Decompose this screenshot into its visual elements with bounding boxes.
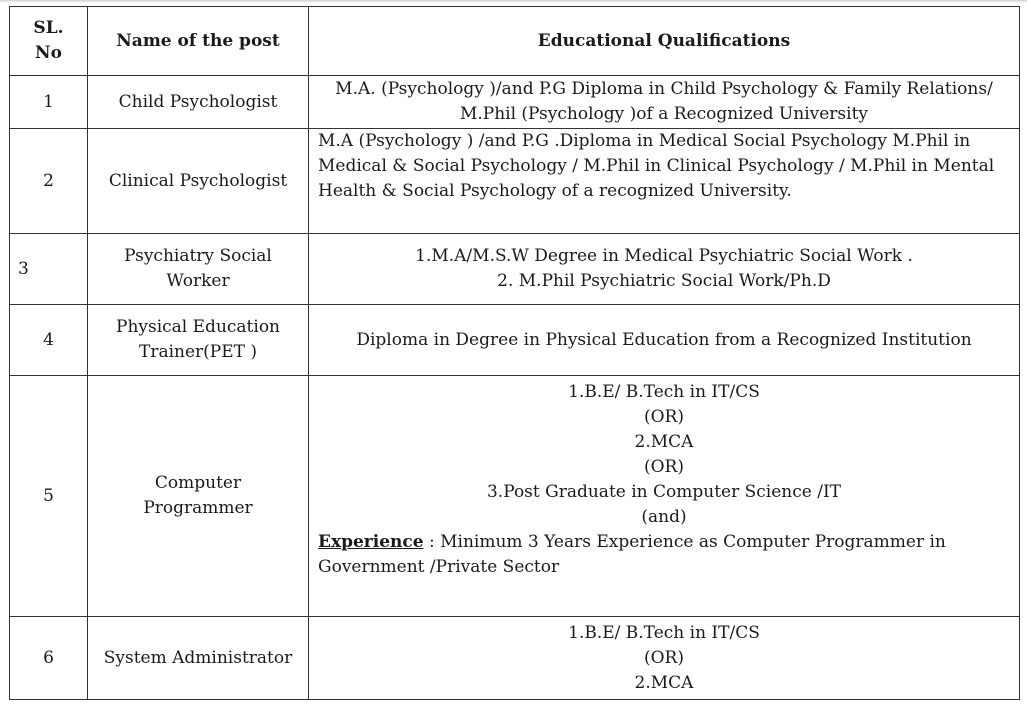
experience-label: Experience bbox=[318, 532, 424, 552]
qualifications-table bbox=[9, 6, 1020, 700]
experience-line: Experience : Minimum 3 Years Experience as Computer Programmer in bbox=[318, 532, 946, 552]
header-qualifications: Educational Qualifications bbox=[309, 7, 1020, 76]
row-qualification: M.A (Psychology ) /and P.G .Diploma in Medical Social Psychology M.Phil in Medical & Social Psychology / M.Phil in Clinical Psychology / M.Phil in Mental Health & Social Psychology of a recognized University. bbox=[309, 129, 1020, 234]
row-sl: 3 bbox=[10, 234, 88, 305]
row-sl: 6 bbox=[10, 617, 88, 700]
row-qualification: 1.B.E/ B.Tech in IT/CS (OR) 2.MCA (OR) 3.Post Graduate in Computer Science /IT (and) Experience : Minimum 3 Years Experience as Computer Programmer in Government /Private Sector bbox=[309, 376, 1020, 617]
row-sl: 5 bbox=[10, 376, 88, 617]
row-qualification: Diploma in Degree in Physical Education from a Recognized Institution bbox=[309, 305, 1020, 376]
row-qualification: 1.M.A/M.S.W Degree in Medical Psychiatric Social Work . 2. M.Phil Psychiatric Social Work/Ph.D bbox=[309, 234, 1020, 305]
row-post-name: Physical Education Trainer(PET ) bbox=[88, 305, 309, 376]
row-qualification: M.A. (Psychology )/and P.G Diploma in Child Psychology & Family Relations/ M.Phil (Psychology )of a Recognized University bbox=[309, 76, 1020, 129]
table-row bbox=[10, 617, 1020, 700]
row-post-name: Psychiatry Social Worker bbox=[88, 234, 309, 305]
table-row bbox=[10, 76, 1020, 129]
header-sl-no: SL. No bbox=[10, 7, 88, 76]
table-row bbox=[10, 376, 1020, 617]
row-post-name: Clinical Psychologist bbox=[88, 129, 309, 234]
row-post-name: System Administrator bbox=[88, 617, 309, 700]
row-sl: 4 bbox=[10, 305, 88, 376]
table-row bbox=[10, 234, 1020, 305]
row-post-name: Computer Programmer bbox=[88, 376, 309, 617]
table-row bbox=[10, 305, 1020, 376]
table-row bbox=[10, 129, 1020, 234]
cropped-text-edge bbox=[0, 0, 1027, 3]
header-post-name: Name of the post bbox=[88, 7, 309, 76]
row-qualification: 1.B.E/ B.Tech in IT/CS (OR) 2.MCA bbox=[309, 617, 1020, 700]
row-post-name: Child Psychologist bbox=[88, 76, 309, 129]
table-header-row bbox=[10, 7, 1020, 76]
row-sl: 1 bbox=[10, 76, 88, 129]
row-sl: 2 bbox=[10, 129, 88, 234]
